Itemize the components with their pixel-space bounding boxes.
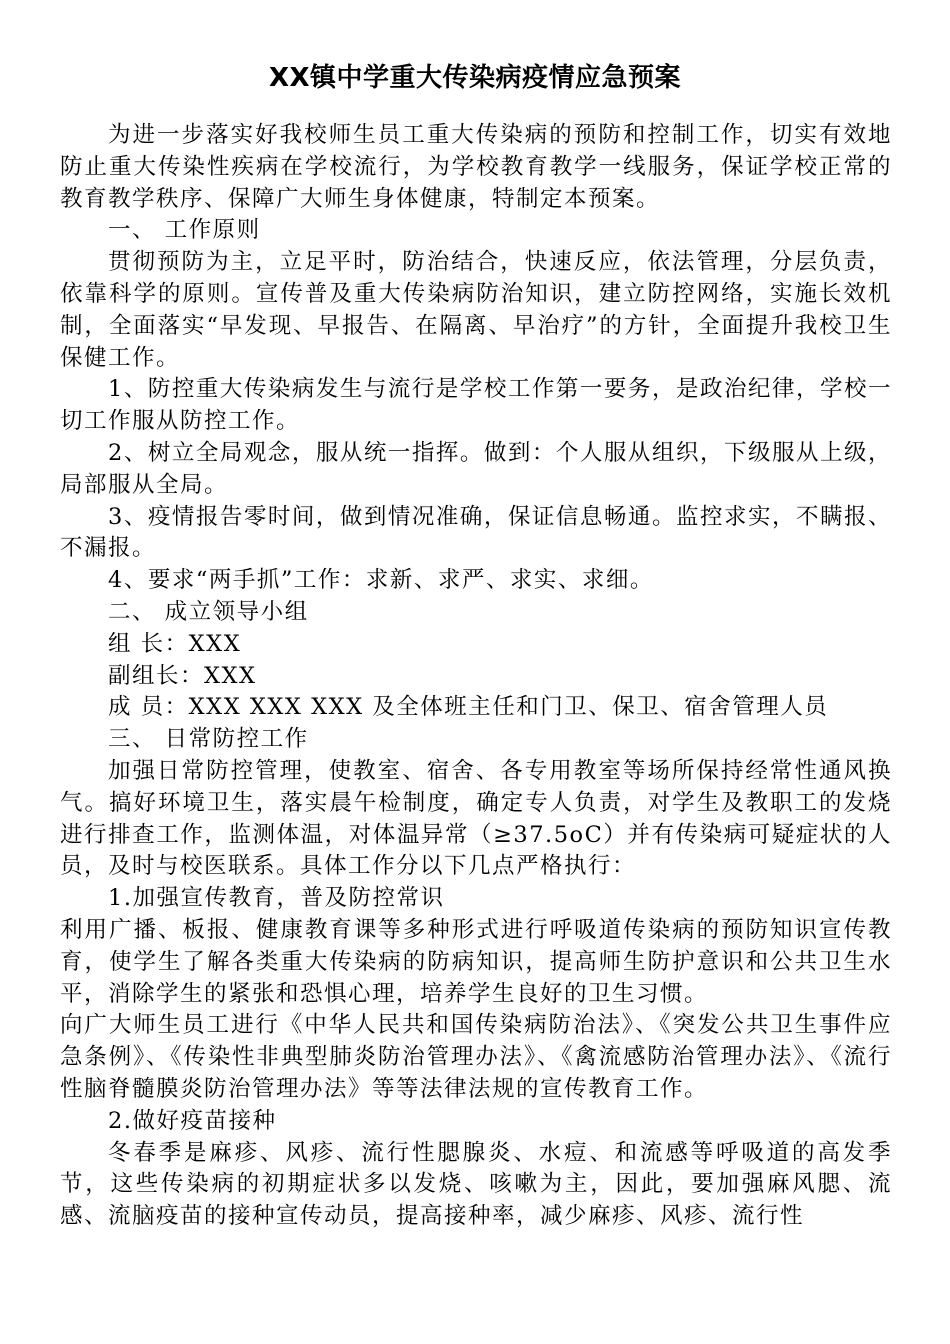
education-paragraph-1: 利用广播、板报、健康教育课等多种形式进行呼吸道传染病的预防知识宣传教育，使学生了解各类重大传染病的防病知识，提高师生防护意识和公共卫生水平，消除学生的紧张和恐惧心理，培养学生良好的卫生习惯。: [60, 916, 892, 1007]
document-title: XX镇中学重大传染病疫情应急预案: [268, 63, 682, 93]
intro-paragraph: 为进一步落实好我校师生员工重大传染病的预防和控制工作，切实有效地防止重大传染性疾病在学校流行，为学校教育教学一线服务，保证学校正常的教育教学秩序、保障广大师生身体健康，特制定本预案。: [60, 122, 892, 212]
daily-control-paragraph: 加强日常防控管理，使教室、宿舍、各专用教室等场所保持经常性通风换气。搞好环境卫生，落实晨午检制度，确定专人负责，对学生及教职工的发烧进行排查工作，监测体温，对体温异常（≥37.5oC）并有传染病可疑症状的人员，及时与校医联系。具体工作分以下几点严格执行：: [60, 757, 892, 880]
leader-line: 组 长：XXX: [108, 630, 242, 657]
section-heading-principles: 一、 工作原则: [108, 217, 261, 244]
members-line: 成 员：XXX XXX XXX 及全体班主任和门卫、保卫、宿舍管理人员: [108, 694, 829, 721]
principle-item-3: 3、疫情报告零时间，做到情况准确，保证信息畅通。监控求实，不瞒报、不漏报。: [60, 503, 892, 562]
principle-item-1: 1、防控重大传染病发生与流行是学校工作第一要务，是政治纪律，学校一切工作服从防控工作。: [60, 376, 892, 435]
principles-paragraph: 贯彻预防为主，立足平时，防治结合，快速反应，依法管理，分层负责，依靠科学的原则。宣传普及重大传染病防治知识，建立防控网络，实施长效机制，全面落实“早发现、早报告、在隔离、早治疗”的方针，全面提升我校卫生保健工作。: [60, 249, 892, 371]
vaccination-paragraph: 冬春季是麻疹、风疹、流行性腮腺炎、水痘、和流感等呼吸道的高发季节，这些传染病的初期症状多以发烧、咳嗽为主，因此，要加强麻风腮、流感、流脑疫苗的接种宣传动员，提高接种率，减少麻疹、风疹、流行性: [60, 1139, 892, 1230]
principle-item-4: 4、要求“两手抓”工作：求新、求严、求实、求细。: [108, 567, 654, 594]
section-heading-leadership: 二、 成立领导小组: [108, 598, 309, 625]
principle-item-2: 2、树立全局观念，服从统一指挥。做到：个人服从组织，下级服从上级，局部服从全局。: [60, 439, 892, 498]
section-heading-daily-control: 三、 日常防控工作: [108, 726, 309, 753]
document-body: [60, 120, 892, 1233]
deputy-leader-line: 副组长：XXX: [108, 662, 257, 689]
education-paragraph-2: 向广大师生员工进行《中华人民共和国传染病防治法》、《突发公共卫生事件应急条例》、《传染性非典型肺炎防治管理办法》、《禽流感防治管理办法》、《流行性脑脊髓膜炎防治管理办法》等等法律法规的宣传教育工作。: [60, 1012, 892, 1102]
subheading-education: 1.加强宣传教育，普及防控常识: [108, 885, 445, 912]
subheading-vaccination: 2.做好疫苗接种: [108, 1107, 277, 1134]
